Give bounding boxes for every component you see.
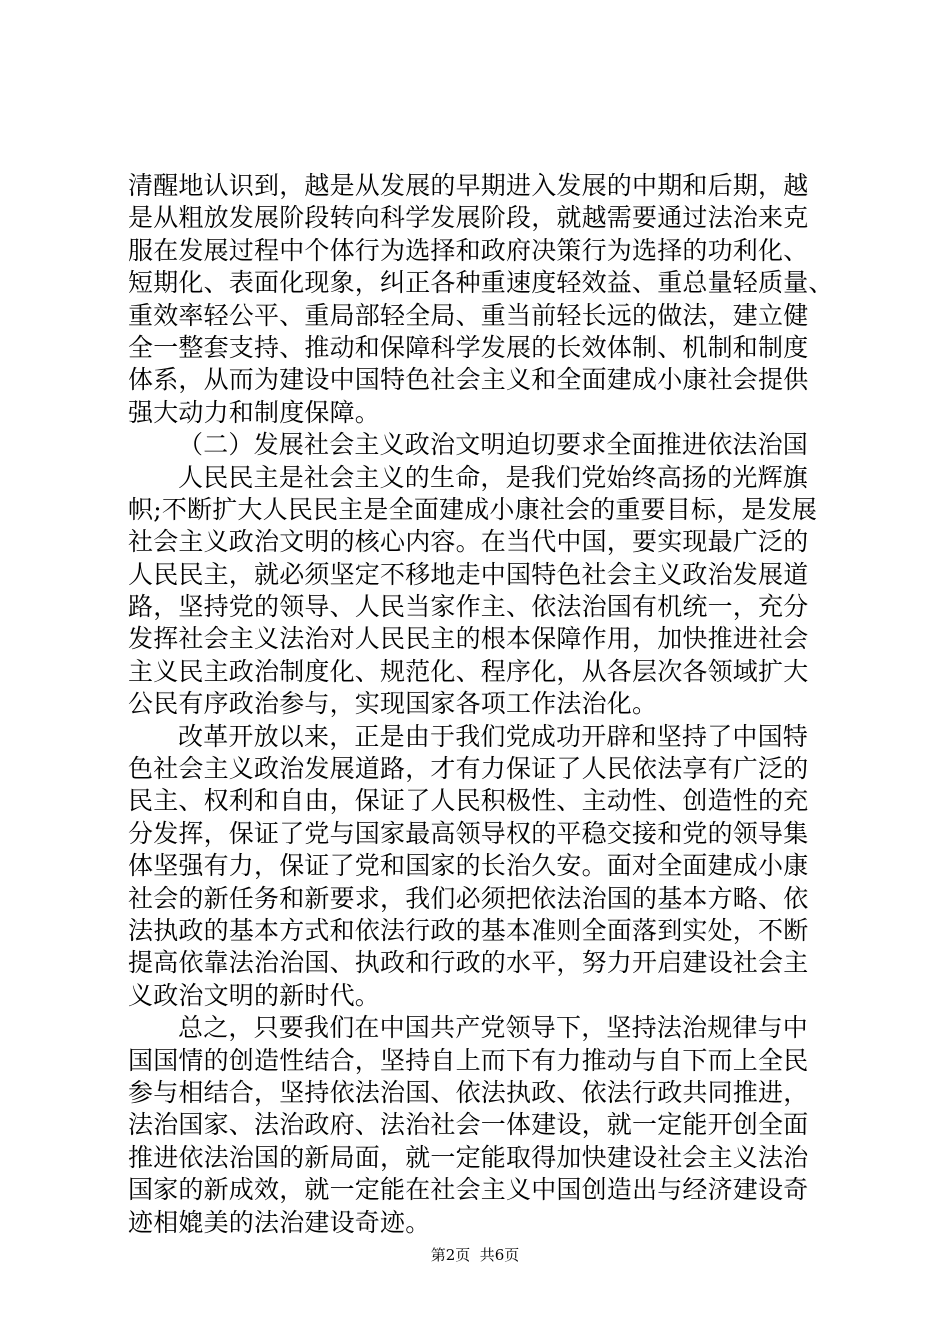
page-number-footer: 第2页 共6页 bbox=[430, 1246, 520, 1264]
text-line: 清醒地认识到，越是从发展的早期进入发展的中期和后期，越 bbox=[128, 171, 809, 200]
text-line: 路，坚持党的领导、人民当家作主、依法治国有机统一，充分 bbox=[128, 592, 809, 622]
text-line: 帜;不断扩大人民民主是全面建成小康社会的重要目标，是发展 bbox=[128, 494, 818, 524]
text-line: 公民有序政治参与，实现国家各项工作法治化。 bbox=[128, 689, 658, 719]
text-line: 社会的新任务和新要求，我们必须把依法治国的基本方略、依 bbox=[128, 883, 809, 913]
document-body bbox=[128, 170, 834, 1239]
text-line: 社会主义政治文明的核心内容。在当代中国，要实现最广泛的 bbox=[128, 527, 809, 557]
paragraph-first-line: 人民民主是社会主义的生命，是我们党始终高扬的光辉旗 bbox=[178, 462, 809, 492]
text-line: 民主、权利和自由，保证了人民积极性、主动性、创造性的充 bbox=[128, 786, 809, 816]
text-line: 重效率轻公平、重局部轻全局、重当前轻长远的做法，建立健 bbox=[128, 300, 809, 330]
text-line: 迹相媲美的法治建设奇迹。 bbox=[128, 1207, 431, 1237]
text-line: 义政治文明的新时代。 bbox=[128, 980, 381, 1010]
text-line: 色社会主义政治发展道路，才有力保证了人民依法享有广泛的 bbox=[128, 754, 809, 784]
text-line: 服在发展过程中个体行为选择和政府决策行为选择的功利化、 bbox=[128, 235, 809, 265]
paragraph-first-line: 改革开放以来，正是由于我们党成功开辟和坚持了中国特 bbox=[178, 721, 809, 751]
text-line: 是从粗放发展阶段转向科学发展阶段，就越需要通过法治来克 bbox=[128, 203, 809, 233]
text-line: 全一整套支持、推动和保障科学发展的长效体制、机制和制度 bbox=[128, 332, 809, 362]
text-line: 参与相结合，坚持依法治国、依法执政、依法行政共同推进， bbox=[128, 1077, 809, 1107]
text-line: 人民民主，就必须坚定不移地走中国特色社会主义政治发展道 bbox=[128, 559, 809, 589]
text-line: 强大动力和制度保障。 bbox=[128, 397, 381, 427]
text-line: 分发挥，保证了党与国家最高领导权的平稳交接和党的领导集 bbox=[128, 818, 809, 848]
section-heading: （二）发展社会主义政治文明迫切要求全面推进依法治国 bbox=[178, 430, 809, 460]
text-line: 国家的新成效，就一定能在社会主义中国创造出与经济建设奇 bbox=[128, 1175, 809, 1205]
text-line: 法执政的基本方式和依法行政的基本准则全面落到实处，不断 bbox=[128, 915, 809, 945]
text-line: 国国情的创造性结合，坚持自上而下有力推动与自下而上全民 bbox=[128, 1045, 809, 1075]
text-line: 体坚强有力，保证了党和国家的长治久安。面对全面建成小康 bbox=[128, 851, 809, 881]
text-line: 推进依法治国的新局面，就一定能取得加快建设社会主义法治 bbox=[128, 1142, 809, 1172]
text-line: 提高依靠法治治国、执政和行政的水平，努力开启建设社会主 bbox=[128, 948, 809, 978]
text-line: 主义民主政治制度化、规范化、程序化，从各层次各领域扩大 bbox=[128, 656, 809, 686]
text-line: 短期化、表面化现象，纠正各种重速度轻效益、重总量轻质量、 bbox=[128, 268, 834, 298]
text-line: 体系，从而为建设中国特色社会主义和全面建成小康社会提供 bbox=[128, 365, 809, 395]
paragraph-first-line: 总之，只要我们在中国共产党领导下，坚持法治规律与中 bbox=[178, 1013, 809, 1043]
text-line: 法治国家、法治政府、法治社会一体建设，就一定能开创全面 bbox=[128, 1110, 809, 1140]
text-line: 发挥社会主义法治对人民民主的根本保障作用，加快推进社会 bbox=[128, 624, 809, 654]
